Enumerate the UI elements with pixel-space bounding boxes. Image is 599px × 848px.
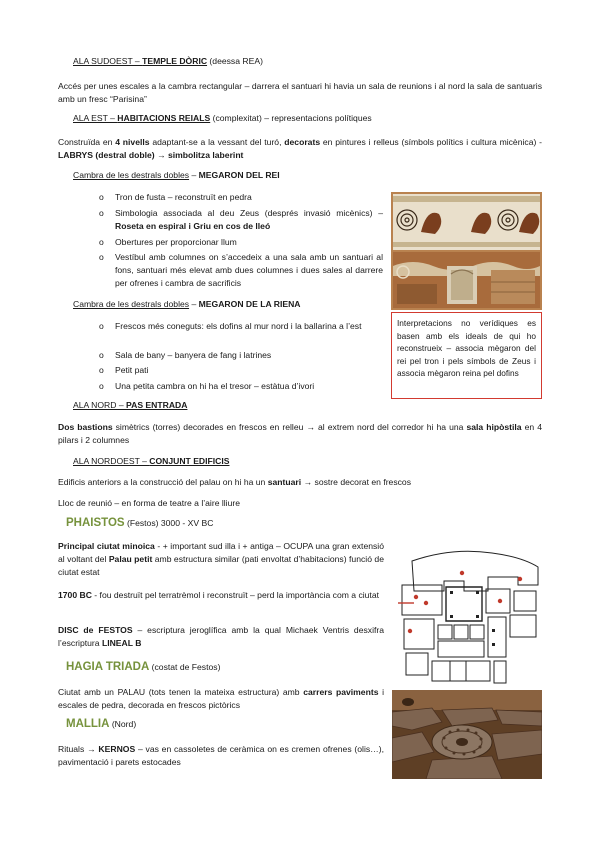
heading-ala-est: ALA EST – HABITACIONS REIALS (complexitat) – representacions polítiques: [73, 113, 372, 123]
paragraph-mallia: Rituals → KERNOS – vas en cassoletes de ceràmica on es cremen ofrenes (olis…), pavimentació i parets estocades: [58, 744, 384, 767]
paragraph-nord: Dos bastions simètrics (torres) decorades en frescos en relleu → al extrem nord del corredor hi ha una sala hipòstila en 4 pilars i 2 columnes: [58, 422, 542, 445]
interpretation-note: Interpretacions no verídiques es basen amb els ideals de qui ho reconstrueix – associa mègaron del rei pel tron i pels símbols de Zeus i associa mègaron reina pel dofins: [391, 312, 542, 399]
list-item-rei-1: o Tron de fusta – reconstruït en pedra: [115, 191, 383, 204]
paragraph-est: Construïda en 4 nivells adaptant-se a la vessant del turó, decorats en pintures i relleus (símbols polítics i cultura micènica) - LABRYS (destral doble) → simbolitza laberint: [58, 137, 543, 160]
heading-ala-nord: ALA NORD – PAS ENTRADA: [73, 400, 188, 410]
list-item-rei-4: o Vestíbul amb columnes on s’accedeix a una sala amb un santuari al fons, santuari més elevat amb dues columnes i dues sales al darrere per ofrenes i cambra de sacrificis: [115, 251, 383, 290]
fresco-image: [391, 192, 542, 310]
heading-megaron-reina: Cambra de les destrals dobles – MEGARON DE LA RIENA: [73, 299, 301, 309]
heading-ala-sudoest: ALA SUDOEST – TEMPLE DÒRIC (deessa REA): [73, 56, 263, 66]
kernos-photo: [392, 690, 542, 779]
list-item-rei-3: o Obertures per proporcionar llum: [115, 236, 383, 249]
paragraph-nordoest-1: Edificis anteriors a la construcció del palau on hi ha un santuari → sostre decorat en frescos: [58, 477, 412, 487]
list-item-reina-3: o Petit pati: [115, 364, 383, 377]
heading-megaron-rei: Cambra de les destrals dobles – MEGARON DEL REI: [73, 170, 280, 180]
heading-hagia-triada: HAGIA TRIADA (costat de Festos): [66, 661, 221, 673]
list-item-reina-4: o Una petita cambra on hi ha el tresor – estàtua d’ivori: [115, 380, 383, 393]
list-item-rei-2: o Simbologia associada al deu Zeus (després invasió micènics) – Roseta en espiral i Griu en cos de lleó: [115, 207, 383, 233]
list-item-reina-2: o Sala de bany – banyera de fang i latrines: [115, 349, 383, 362]
paragraph-phaistos-2: 1700 BC - fou destruït pel terratrèmol i reconstruït – perd la importància com a ciutat: [58, 590, 379, 600]
fresco-illustration: [391, 192, 542, 310]
phaistos-plan-drawing: [392, 543, 542, 688]
list-item-reina-1: o Frescos més coneguts: els dofins al mur nord i la ballarina a l’est: [115, 320, 383, 333]
phaistos-plan-image: [392, 543, 542, 688]
heading-ala-nordoest: ALA NORDOEST – CONJUNT EDIFICIS: [73, 456, 230, 466]
paragraph-hagia-triada: Ciutat amb un PALAU (tots tenen la mateixa estructura) amb carrers paviments i escales de pedra, decorada en frescos pictòrics: [58, 687, 385, 710]
kernos-photo-drawing: [392, 690, 542, 779]
heading-mallia: MALLIA (Nord): [66, 718, 137, 730]
paragraph-phaistos-3: DISC de FESTOS – escriptura jeroglífica amb la qual Michaek Ventris desxifra l’escriptura LINEAL B: [58, 625, 385, 648]
paragraph-sudoest: Accés per unes escales a la cambra rectangular – darrera el santuari hi havia un sala de reunions i al nord la sala de santuaris amb un fresc “Parisina”: [58, 81, 542, 104]
heading-phaistos: PHAISTOS (Festos) 3000 - XV BC: [66, 517, 214, 529]
paragraph-nordoest-2: Lloc de reunió – en forma de teatre a l’aire lliure: [58, 498, 241, 508]
paragraph-phaistos-1: Principal ciutat minoica - + important sud illa i + antiga – OCUPA una gran extensió al voltant del Palau petit amb estructura similar (pati envoltat d’habitacions) funció de ciutat estat: [58, 541, 384, 577]
